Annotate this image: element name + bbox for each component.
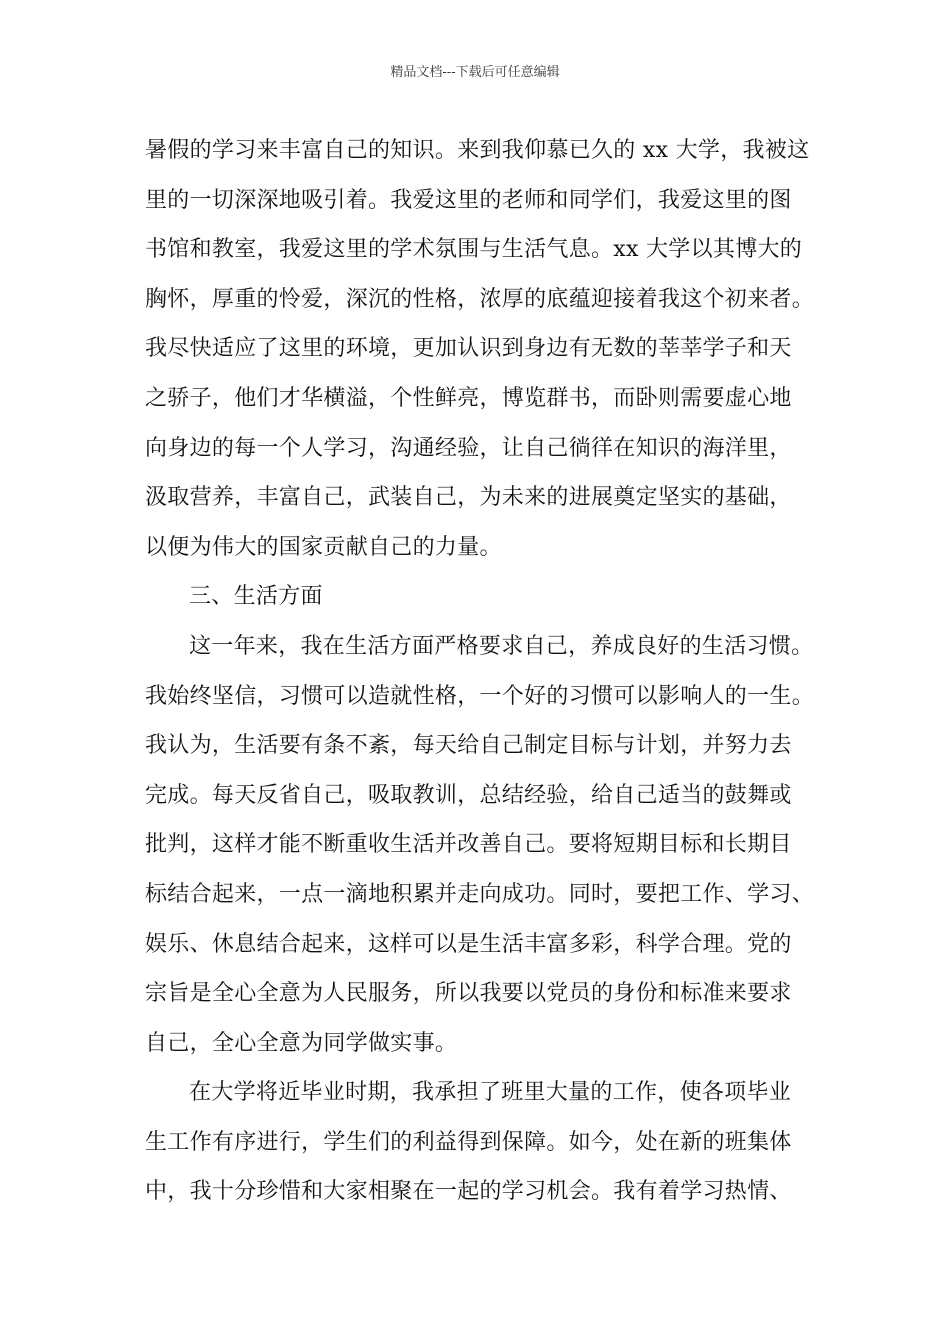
document-body	[145, 126, 825, 1217]
text-line: 标结合起来，一点一滴地积累并走向成功。同时，要把工作、学习、	[145, 881, 815, 907]
text-line: 向身边的每一个人学习，沟通经验，让自己徜徉在知识的海洋里，	[145, 435, 792, 461]
text-line: 以便为伟大的国家贡献自己的力量。	[145, 534, 502, 560]
text-line: 这一年来，我在生活方面严格要求自己，养成良好的生活习惯。	[189, 633, 814, 659]
text-line: 中，我十分珍惜和大家相聚在一起的学习机会。我有着学习热情、	[145, 1179, 792, 1205]
section-heading: 三、生活方面	[189, 584, 323, 610]
text-line: 暑假的学习来丰富自己的知识。来到我仰慕已久的 xx 大学，我被这	[145, 138, 810, 163]
text-line: 汲取营养，丰富自己，武装自己，为未来的进展奠定坚实的基础，	[145, 485, 792, 511]
text-line: 批判，这样才能不断重收生活并改善自己。要将短期目标和长期目	[145, 832, 792, 858]
text-line: 宗旨是全心全意为人民服务，所以我要以党员的身份和标准来要求	[145, 981, 792, 1007]
text-line: 里的一切深深地吸引着。我爱这里的老师和同学们，我爱这里的图	[145, 187, 792, 213]
text-line: 之骄子，他们才华横溢，个性鲜亮，博览群书，而卧则需要虚心地	[145, 385, 792, 411]
text-line: 完成。每天反省自己，吸取教训，总结经验，给自己适当的鼓舞或	[145, 782, 792, 808]
text-line: 生工作有序进行，学生们的利益得到保障。如今，处在新的班集体	[145, 1129, 792, 1155]
text-line: 在大学将近毕业时期，我承担了班里大量的工作，使各项毕业	[189, 1080, 792, 1106]
text-line: 娱乐、休息结合起来，这样可以是生活丰富多彩，科学合理。党的	[145, 931, 792, 957]
text-line: 我认为，生活要有条不紊，每天给自己制定目标与计划，并努力去	[145, 733, 792, 759]
text-line: 自己，全心全意为同学做实事。	[145, 1030, 458, 1056]
text-line: 书馆和教室，我爱这里的学术氛围与生活气息。xx 大学以其博大的	[145, 237, 803, 263]
text-line: 胸怀，厚重的怜爱，深沉的性格，浓厚的底蕴迎接着我这个初来者。	[145, 286, 815, 312]
text-line: 我始终坚信，习惯可以造就性格，一个好的习惯可以影响人的一生。	[145, 683, 815, 709]
page-header: 精品文档---下载后可任意编辑	[390, 65, 560, 80]
text-line: 我尽快适应了这里的环境，更加认识到身边有无数的莘莘学子和天	[145, 336, 792, 362]
